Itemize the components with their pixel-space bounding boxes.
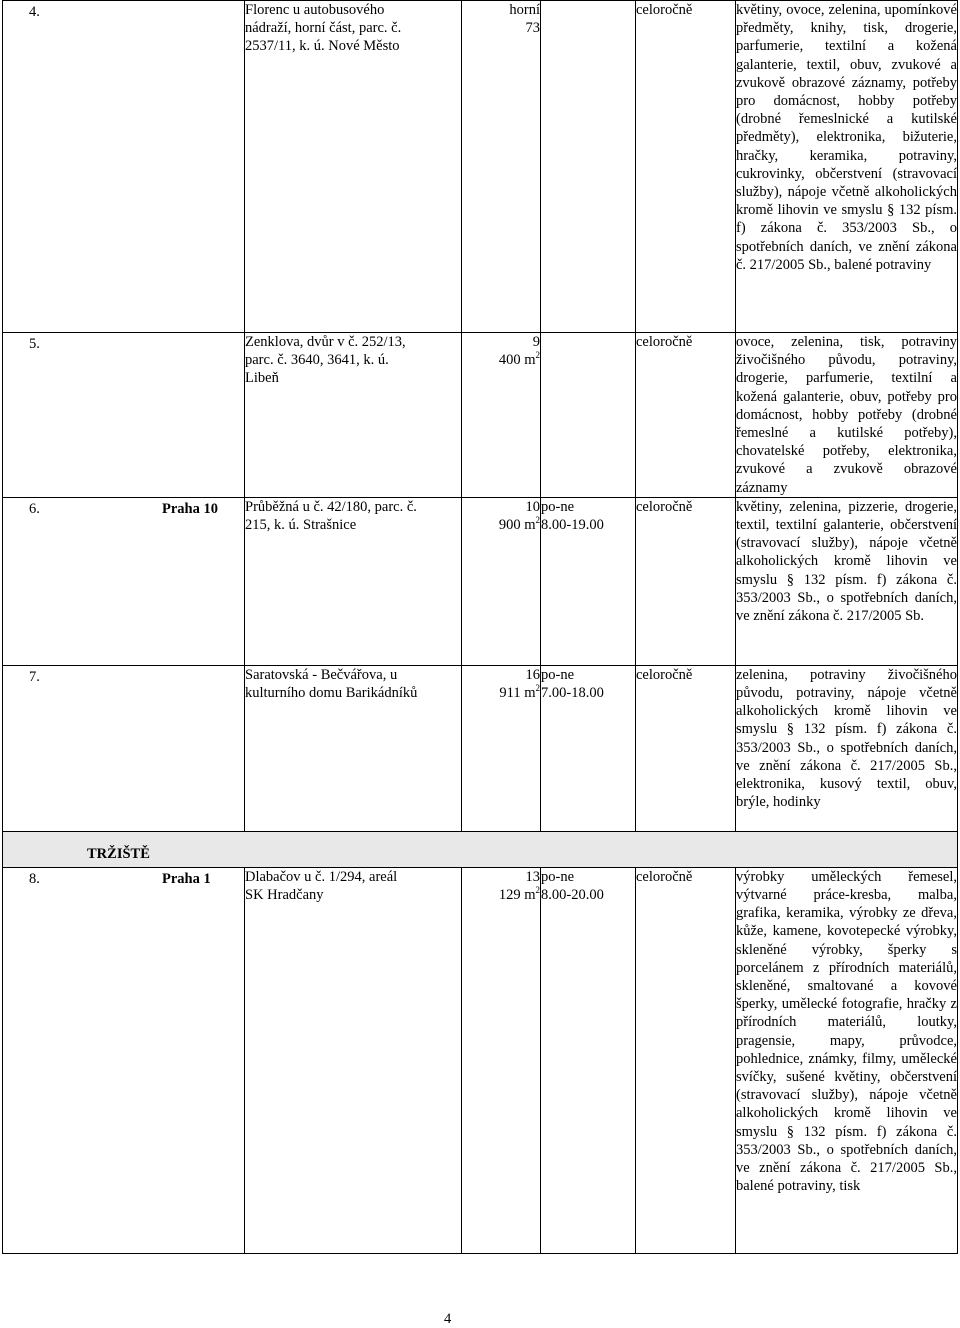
area-value: 400 m bbox=[498, 352, 536, 369]
area-cell bbox=[462, 333, 541, 498]
district-name: Praha 1 bbox=[162, 870, 211, 887]
address: Průběžná u č. 42/180, parc. č. 215, k. ú. Strašnice bbox=[245, 498, 417, 534]
address-cell bbox=[245, 333, 462, 498]
season-cell bbox=[636, 867, 736, 1253]
goods-cell bbox=[736, 665, 958, 831]
season: celoročně bbox=[636, 498, 693, 515]
time-cell bbox=[541, 497, 636, 665]
stands-count: 16 bbox=[525, 666, 540, 683]
district-name: Praha 10 bbox=[162, 500, 218, 517]
row-number: 7. bbox=[29, 668, 40, 685]
hours: 8.00-20.00 bbox=[541, 887, 604, 904]
address: Florenc u autobusového nádraží, horní část, parc. č. 2537/11, k. ú. Nové Město bbox=[245, 2, 402, 55]
area-unit-sup: 2 bbox=[535, 683, 540, 694]
address-cell bbox=[245, 1, 462, 333]
goods-list: ovoce, zelenina, tisk, potraviny živočišného původu, potraviny, drogerie, parfumerie, textilní a kožená galanterie, obuv, potřeby pro domácnost, hobby potřeby (drobné řemeslné a kutilské potřeby), chovatelské potřeby, elektronika, zvukové a zvukově obrazové záznamy bbox=[736, 334, 957, 496]
row-number-cell bbox=[3, 1, 245, 333]
season: celoročně bbox=[636, 868, 693, 885]
row-number-cell bbox=[3, 867, 245, 1253]
goods-cell bbox=[736, 333, 958, 498]
goods-cell bbox=[736, 497, 958, 665]
season: celoročně bbox=[636, 666, 693, 683]
table-row bbox=[3, 665, 958, 831]
season-cell bbox=[636, 333, 736, 498]
stands-count: 9 bbox=[532, 334, 540, 350]
area-cell bbox=[462, 1, 541, 333]
area-cell bbox=[462, 497, 541, 665]
table-row bbox=[3, 1, 958, 333]
row-number: 8. bbox=[29, 870, 40, 887]
area-value: 73 bbox=[525, 20, 540, 37]
goods-cell bbox=[736, 867, 958, 1253]
area-cell bbox=[462, 665, 541, 831]
area-value: 900 m bbox=[498, 517, 536, 534]
stands-count: 10 bbox=[525, 498, 540, 515]
row-number: 4. bbox=[29, 4, 40, 20]
address-cell bbox=[245, 867, 462, 1253]
row-number-cell bbox=[3, 497, 245, 665]
area-unit-sup: 2 bbox=[535, 350, 540, 361]
area-unit-sup: 2 bbox=[535, 885, 540, 896]
season-cell bbox=[636, 497, 736, 665]
address-cell bbox=[245, 497, 462, 665]
time-cell bbox=[541, 867, 636, 1253]
goods-cell bbox=[736, 1, 958, 333]
row-number-cell bbox=[3, 665, 245, 831]
days: po-ne bbox=[541, 666, 575, 683]
stands-count: horní bbox=[509, 2, 540, 18]
section-header-row bbox=[3, 831, 958, 867]
season-cell bbox=[636, 1, 736, 333]
address: Dlabačov u č. 1/294, areál SK Hradčany bbox=[245, 868, 398, 904]
goods-list: květiny, zelenina, pizzerie, drogerie, textil, textilní galanterie, občerstvení (stravovací služby), nápoje včetně alkoholických kromě lihovin ve smyslu § 132 písm. f) zákona č. 353/2003 Sb., o spotřebních daních, ve znění zákona č. 217/2005 Sb. bbox=[736, 498, 957, 625]
row-number-cell bbox=[3, 333, 245, 498]
table-row bbox=[3, 497, 958, 665]
season-cell bbox=[636, 665, 736, 831]
season: celoročně bbox=[636, 334, 693, 350]
address: Zenklova, dvůr v č. 252/13, parc. č. 3640, 3641, k. ú. Libeň bbox=[245, 334, 406, 387]
stands-count: 13 bbox=[525, 868, 540, 885]
area-value: 129 m bbox=[498, 887, 536, 904]
page-number: 4 bbox=[444, 1311, 452, 1327]
days: po-ne bbox=[541, 868, 575, 885]
time-cell bbox=[541, 333, 636, 498]
time-cell bbox=[541, 665, 636, 831]
section-header-cell bbox=[3, 831, 958, 867]
season: celoročně bbox=[636, 2, 693, 18]
table-row bbox=[3, 333, 958, 498]
days: po-ne bbox=[541, 498, 575, 515]
hours: 7.00-18.00 bbox=[541, 685, 604, 702]
section-label: TRŽIŠTĚ bbox=[87, 845, 150, 862]
goods-list: výrobky uměleckých řemesel, výtvarné práce-kresba, malba, grafika, keramika, výrobky ze dřeva, kůže, kamene, kovotepecké výrobky, skleněné výrobky, šperky s porcelánem z přírodních materiálů, skleněné, smaltované a kovové šperky, umělecké fotografie, hračky z přírodních materiálů, loutky, pragensie, mapy, průvodce, pohlednice, známky, filmy, umělecké svíčky, sušené květiny, občerstvení (stravovací služby), nápoje včetně alkoholických kromě lihovin ve smyslu § 132 písm. f) zákona č. 353/2003 Sb., o spotřebních daních, ve znění zákona č. 217/2005 Sb., balené potraviny, tisk bbox=[736, 868, 957, 1195]
area-cell bbox=[462, 867, 541, 1253]
goods-list: květiny, ovoce, zelenina, upomínkové předměty, knihy, tisk, drogerie, parfumerie, textilní a kožená galanterie, textil, obuv, zvukové a zvukově obrazové záznamy, potřeby pro domácnost, hobby potřeby (drobné řemeslnické a kutilské předměty), elektronika, bižuterie, hračky, keramika, potraviny, cukrovinky, občerstvení (stravovací služby), nápoje včetně alkoholických kromě lihovin ve smyslu § 132 písm. f) zákona č. 353/2003 Sb., o spotřebních daních, ve znění zákona č. 217/2005 Sb., balené potraviny bbox=[736, 2, 957, 273]
address-cell bbox=[245, 665, 462, 831]
address: Saratovská - Bečvářova, u kulturního domu Barikádníků bbox=[245, 666, 418, 702]
area-value: 911 m bbox=[499, 685, 536, 702]
market-table bbox=[2, 0, 958, 1254]
hours: 8.00-19.00 bbox=[541, 517, 604, 534]
table-row bbox=[3, 867, 958, 1253]
area-unit-sup: 2 bbox=[535, 515, 540, 526]
row-number: 6. bbox=[29, 500, 40, 517]
time-cell bbox=[541, 1, 636, 333]
goods-list: zelenina, potraviny živočišného původu, potraviny, nápoje včetně alkoholických kromě lihovin ve smyslu § 132 písm. f) zákona č. 353/2003 Sb., o spotřebních daních, ve znění zákona č. 217/2005 Sb., elektronika, kusový textil, obuv, brýle, hodinky bbox=[736, 666, 957, 811]
row-number: 5. bbox=[29, 336, 40, 352]
